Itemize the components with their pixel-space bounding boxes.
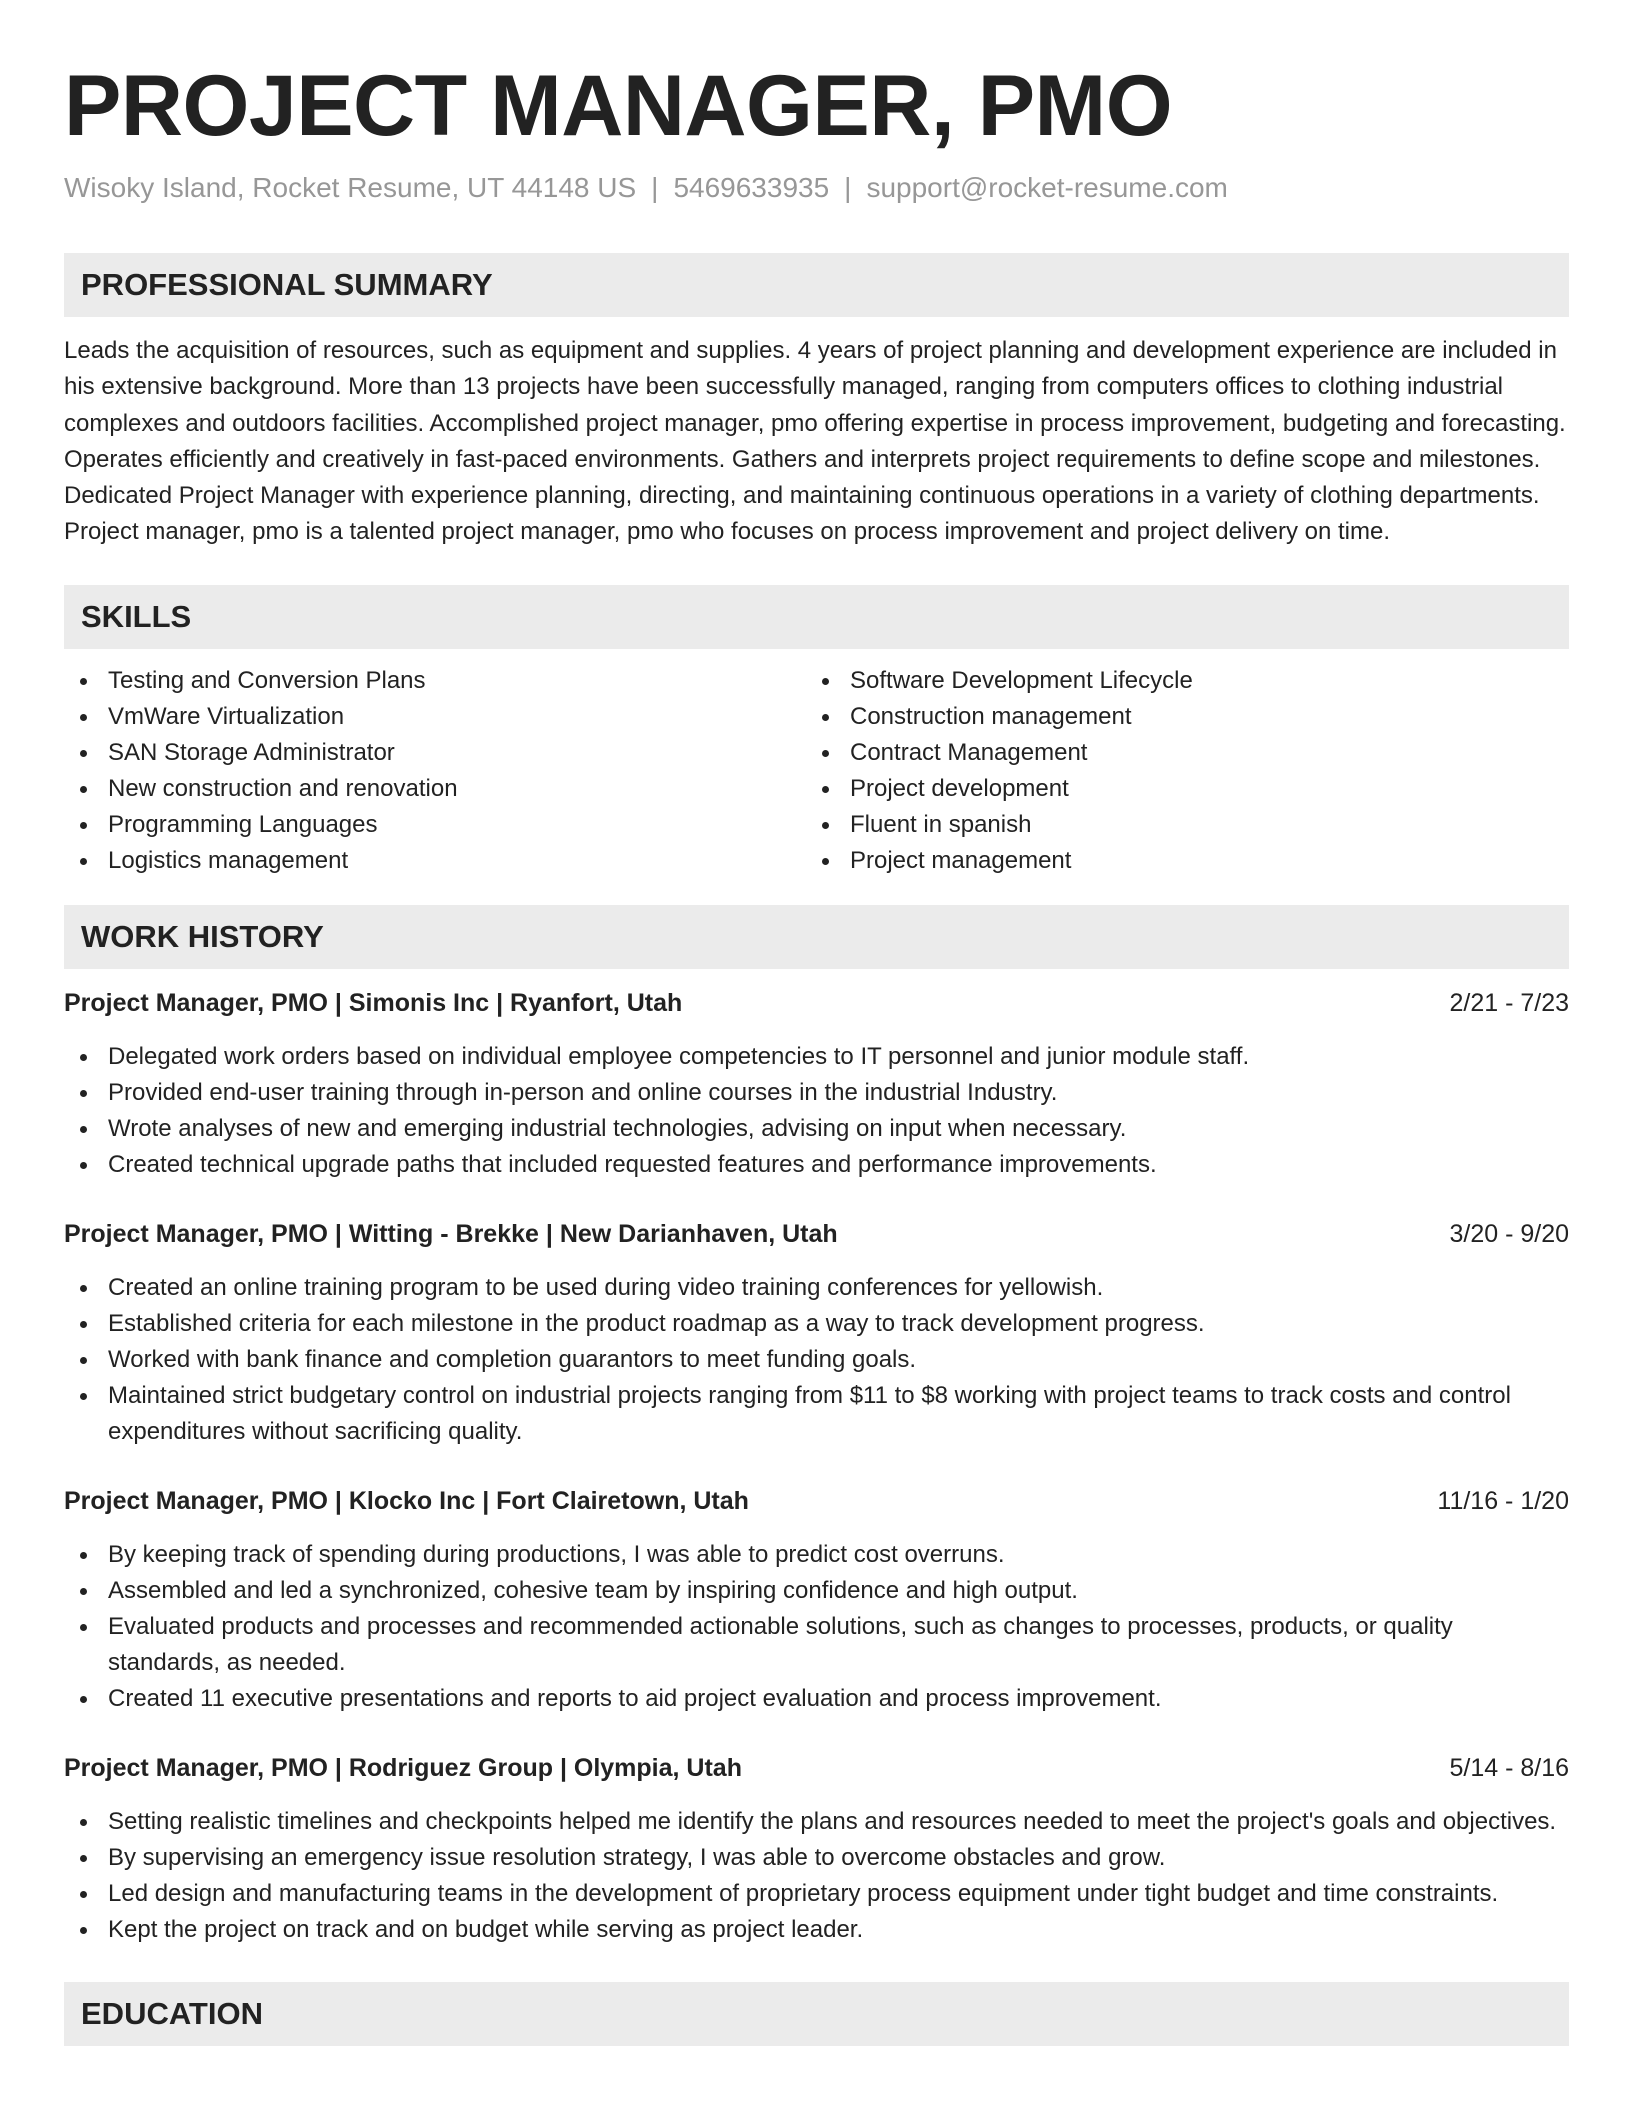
skill-item: Logistics management xyxy=(64,843,806,879)
job-bullets xyxy=(64,1804,1569,1948)
job-title: Project Manager, PMO | Rodriguez Group | Olympia, Utah xyxy=(64,1753,742,1782)
contact-separator: | xyxy=(651,172,659,203)
job-bullet: Kept the project on track and on budget while serving as project leader. xyxy=(64,1912,1569,1948)
section-heading-summary: PROFESSIONAL SUMMARY xyxy=(64,253,1569,317)
section-heading-education: EDUCATION xyxy=(64,1982,1569,2046)
job-title-row xyxy=(64,985,1569,1021)
skill-item: Project management xyxy=(806,843,1548,879)
skill-item: Project development xyxy=(806,771,1548,807)
job-title: Project Manager, PMO | Witting - Brekke | New Darianhaven, Utah xyxy=(64,1219,838,1248)
skill-item: Testing and Conversion Plans xyxy=(64,663,806,699)
section-heading-skills: SKILLS xyxy=(64,585,1569,649)
summary-text: Leads the acquisition of resources, such as equipment and supplies. 4 years of project planning and development experience are included in his extensive background. More than 13 projects have been successfully managed, ranging from computers offices to clothing industrial complexes and outdoors facilities. Accomplished project manager, pmo offering expertise in process improvement, budgeting and forecasting. Operates efficiently and creatively in fast-paced environments. Gathers and interprets project requirements to define scope and milestones. Dedicated Project Manager with experience planning, directing, and maintaining continuous operations in a variety of clothing departments. Project manager, pmo is a talented project manager, pmo who focuses on process improvement and project delivery on time. xyxy=(64,337,1566,546)
contact-email: support@rocket-resume.com xyxy=(866,172,1228,203)
job-dates: 3/20 - 9/20 xyxy=(1449,1219,1569,1248)
section-heading-work-history: WORK HISTORY xyxy=(64,905,1569,969)
job-title-row xyxy=(64,1750,1569,1786)
job-title: Project Manager, PMO | Klocko Inc | Fort Clairetown, Utah xyxy=(64,1486,749,1515)
job-bullet: Provided end-user training through in-person and online courses in the industrial Industry. xyxy=(64,1075,1569,1111)
contact-separator: | xyxy=(844,172,852,203)
job-bullet: Setting realistic timelines and checkpoints helped me identify the plans and resources needed to meet the project's goals and objectives. xyxy=(64,1804,1569,1840)
skill-item: Construction management xyxy=(806,699,1548,735)
job-bullet: Created technical upgrade paths that included requested features and performance improvements. xyxy=(64,1147,1569,1183)
job-bullet: Established criteria for each milestone in the product roadmap as a way to track development progress. xyxy=(64,1306,1569,1342)
job-entry xyxy=(64,985,1569,1183)
skill-item: Fluent in spanish xyxy=(806,807,1548,843)
candidate-name: PROJECT MANAGER, PMO xyxy=(64,58,1173,154)
job-bullet: Assembled and led a synchronized, cohesive team by inspiring confidence and high output. xyxy=(64,1573,1569,1609)
job-bullet: Worked with bank finance and completion guarantors to meet funding goals. xyxy=(64,1342,1569,1378)
job-bullet: By keeping track of spending during productions, I was able to predict cost overruns. xyxy=(64,1537,1569,1573)
job-title: Project Manager, PMO | Simonis Inc | Ryanfort, Utah xyxy=(64,988,683,1017)
skill-item: Software Development Lifecycle xyxy=(806,663,1548,699)
job-entry xyxy=(64,1750,1569,1948)
skills-list xyxy=(64,663,1569,879)
job-entry xyxy=(64,1483,1569,1717)
job-entry xyxy=(64,1216,1569,1450)
job-bullet: Led design and manufacturing teams in the development of proprietary process equipment under tight budget and time constraints. xyxy=(64,1876,1569,1912)
skills-column-right xyxy=(806,663,1548,879)
contact-address: Wisoky Island, Rocket Resume, UT 44148 US xyxy=(64,172,637,203)
job-title-row xyxy=(64,1216,1569,1252)
job-bullet: By supervising an emergency issue resolution strategy, I was able to overcome obstacles and grow. xyxy=(64,1840,1569,1876)
job-dates: 11/16 - 1/20 xyxy=(1437,1486,1569,1515)
skill-item: SAN Storage Administrator xyxy=(64,735,806,771)
job-bullet: Created 11 executive presentations and reports to aid project evaluation and process improvement. xyxy=(64,1681,1569,1717)
skills-column-left xyxy=(64,663,806,879)
contact-line xyxy=(64,170,1569,206)
job-bullets xyxy=(64,1039,1569,1183)
job-bullet: Created an online training program to be used during video training conferences for yellowish. xyxy=(64,1270,1569,1306)
job-bullet: Evaluated products and processes and recommended actionable solutions, such as changes to processes, products, or quality standards, as needed. xyxy=(64,1609,1569,1681)
job-dates: 5/14 - 8/16 xyxy=(1449,1753,1569,1782)
job-bullet: Delegated work orders based on individual employee competencies to IT personnel and junior module staff. xyxy=(64,1039,1569,1075)
job-bullets xyxy=(64,1537,1569,1717)
skill-item: Programming Languages xyxy=(64,807,806,843)
skill-item: VmWare Virtualization xyxy=(64,699,806,735)
job-bullet: Maintained strict budgetary control on industrial projects ranging from $11 to $8 working with project teams to track costs and control expenditures without sacrificing quality. xyxy=(64,1378,1569,1450)
contact-phone: 5469633935 xyxy=(673,172,830,203)
job-dates: 2/21 - 7/23 xyxy=(1449,988,1569,1017)
job-title-row xyxy=(64,1483,1569,1519)
skill-item: Contract Management xyxy=(806,735,1548,771)
job-bullets xyxy=(64,1270,1569,1450)
job-bullet: Wrote analyses of new and emerging industrial technologies, advising on input when necessary. xyxy=(64,1111,1569,1147)
skill-item: New construction and renovation xyxy=(64,771,806,807)
